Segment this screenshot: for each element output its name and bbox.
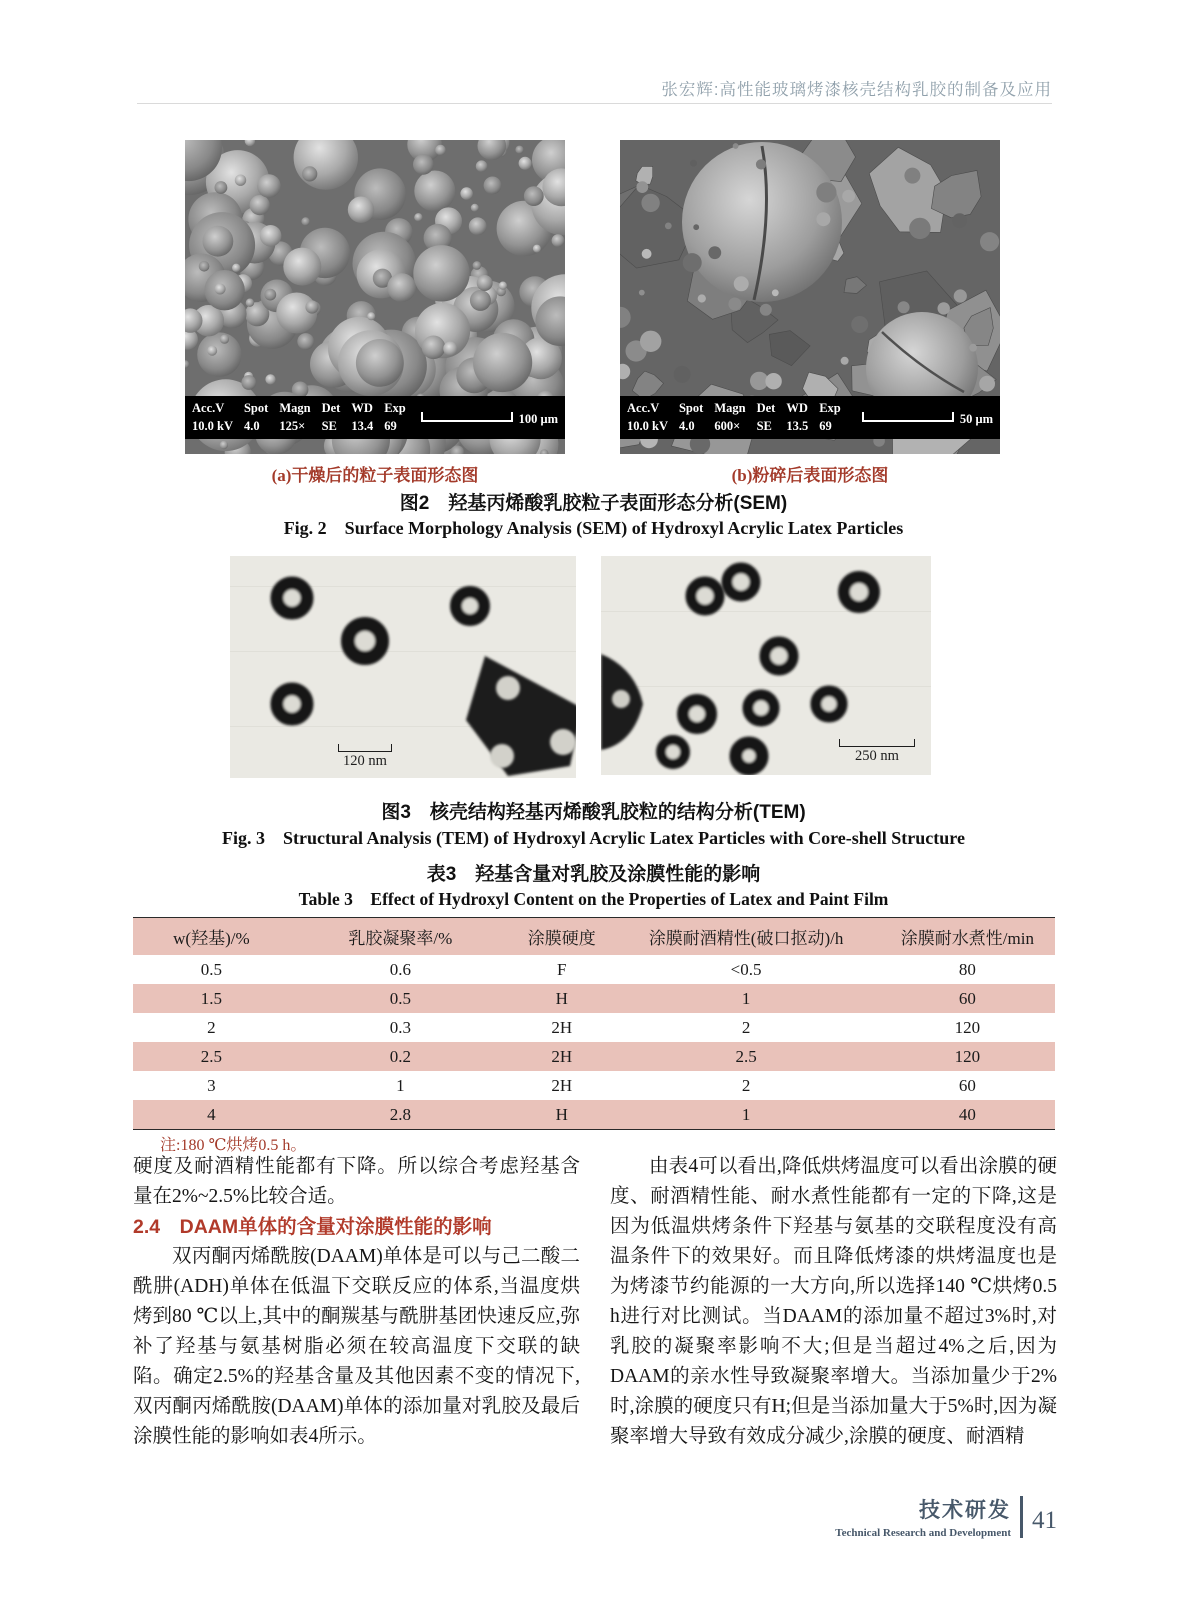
table-row	[133, 984, 1055, 1013]
table-cell: 1	[741, 988, 751, 1008]
table-cell: 0.5	[389, 988, 411, 1008]
page-footer	[835, 1494, 1057, 1539]
table-row	[133, 955, 1055, 984]
paragraph: 双丙酮丙烯酰胺(DAAM)单体是可以与己二酸二酰肼(ADH)单体在低温下交联反应的体系,当温度烘烤到80 ℃以上,其中的酮羰基与酰肼基团快速反应,弥补了羟基与氨基树脂必须在较高温度下交联的缺陷。确定2.5%的羟基含量及其他因素不变的情况下,双丙酮丙烯酰胺(DAAM)单体的添加量对乳胶及最后涂膜性能的影响如表4所示。	[133, 1246, 580, 1447]
figure3-title-cn: 图3 核壳结构羟基丙烯酸乳胶粒的结构分析(TEM)	[381, 802, 806, 823]
running-head: 张宏辉:高性能玻璃烤漆核壳结构乳胶的制备及应用	[661, 81, 1052, 99]
scalebar-bracket	[338, 744, 392, 752]
body-text-columns	[133, 1152, 1057, 1452]
figure3-title-en: Fig. 3 Structural Analysis (TEM) of Hydroxyl Acrylic Latex Particles with Core-shell Structure	[222, 828, 965, 848]
table-cell: 1	[741, 1104, 751, 1124]
footer-section-cn: 技术研发	[919, 1499, 1011, 1522]
tem-micrograph-art	[230, 556, 576, 778]
sem-meta-column: Det SE	[756, 401, 776, 433]
table-cell: 2	[741, 1017, 751, 1037]
table-row	[133, 1013, 1055, 1042]
table-cell: 2.8	[389, 1104, 411, 1124]
tem-scalebar	[338, 744, 392, 770]
table-cell: 2	[207, 1017, 216, 1037]
page-number: 41	[1032, 1507, 1057, 1534]
sem-scalebar	[421, 404, 558, 431]
sem-meta-column: Det SE	[321, 401, 341, 433]
table-cell: 80	[958, 959, 976, 979]
table-header-cell: 乳胶凝聚率/%	[290, 918, 511, 956]
sem-meta-column: Exp 69	[819, 401, 841, 433]
table-cell: 1.5	[200, 988, 222, 1008]
table-row	[133, 1071, 1055, 1100]
figure2-subcaption-b: (b)粉碎后表面形态图	[731, 466, 889, 485]
table-header-cell: 涂膜耐水煮性/min	[880, 918, 1055, 956]
scalebar-label: 120 nm	[343, 753, 387, 769]
sem-meta-column: Exp 69	[384, 401, 406, 433]
table-cell: 60	[958, 988, 976, 1008]
table-cell: 0.3	[389, 1017, 411, 1037]
sem-meta-column: Spot 4.0	[243, 401, 269, 433]
footer-divider	[1020, 1496, 1023, 1538]
figure2-title-en: Fig. 2 Surface Morphology Analysis (SEM) of Hydroxyl Acrylic Latex Particles	[283, 518, 904, 538]
body-column-left	[133, 1152, 580, 1452]
figure2-title-cn: 图2 羟基丙烯酸乳胶粒子表面形态分析(SEM)	[399, 493, 788, 514]
sem-scalebar	[862, 404, 993, 431]
footer-section	[835, 1494, 1011, 1539]
sem-metadata-bar	[185, 396, 565, 439]
table-header-cell: 涂膜耐酒精性(破口抠动)/h	[612, 918, 879, 956]
tem-image-left	[230, 556, 576, 778]
table-row	[133, 1042, 1055, 1071]
sem-meta-column: Acc.V 10.0 kV	[627, 401, 668, 433]
header-rule	[137, 103, 1052, 104]
table3-title-cn: 表3 羟基含量对乳胶及涂膜性能的影响	[426, 864, 761, 885]
table-cell: 1	[396, 1075, 405, 1095]
table-cell: 3	[207, 1075, 216, 1095]
table-cell: 0.6	[389, 959, 411, 979]
table-cell: H	[555, 988, 568, 1008]
table-cell: 2H	[551, 1017, 573, 1037]
sem-metadata-bar	[620, 396, 1000, 439]
scalebar-label: 250 nm	[855, 748, 899, 764]
scalebar-line	[421, 412, 513, 422]
table-cell: 2.5	[735, 1046, 757, 1066]
table-row	[133, 1100, 1055, 1130]
table-cell: 2H	[551, 1075, 573, 1095]
footer-section-en: Technical Research and Development	[835, 1527, 1011, 1539]
table3	[133, 917, 1055, 1130]
table-cell: <0.5	[730, 959, 762, 979]
scalebar-label: 100 μm	[518, 412, 558, 427]
paragraph: 硬度及耐酒精性能都有下降。所以综合考虑羟基含量在2%~2.5%比较合适。	[133, 1156, 580, 1207]
sem-image-dried-particles	[185, 140, 565, 454]
section-heading-2-4: 2.4 DAAM单体的含量对涂膜性能的影响	[133, 1216, 492, 1238]
paragraph: 由表4可以看出,降低烘烤温度可以看出涂膜的硬度、耐酒精性能、耐水煮性能都有一定的下降,这是因为低温烘烤条件下羟基与氨基的交联程度没有高温条件下的效果好。而且降低烤漆的烘烤温度也是为烤漆节约能源的一大方向,所以选择140 ℃烘烤0.5 h进行对比测试。当DAAM的添加量不超过3%时,对乳胶的凝聚率影响不大;但是当超过4%之后,因为DAAM的亲水性导致凝聚率增大。当添加量少于2%时,涂膜的硬度只有H;但是当添加量大于5%时,因为凝聚率增大导致有效成分减少,涂膜的硬度、耐酒精	[610, 1156, 1057, 1447]
table-cell: H	[555, 1104, 568, 1124]
table-cell: F	[556, 959, 567, 979]
table3-title-en: Table 3 Effect of Hydroxyl Content on the Properties of Latex and Paint Film	[298, 889, 889, 909]
figure2-subcaption-a: (a)干燥后的粒子表面形态图	[271, 466, 479, 485]
table-cell: 2	[741, 1075, 751, 1095]
table-cell: 2.5	[200, 1046, 222, 1066]
table-header-cell: 涂膜硬度	[511, 918, 612, 956]
table-header-cell: w(羟基)/%	[133, 918, 290, 956]
table3-note: 注:180 ℃烘烤0.5 h。	[160, 1137, 307, 1154]
table-cell: 0.2	[389, 1046, 411, 1066]
scalebar-label: 50 μm	[959, 412, 993, 427]
tem-image-right	[601, 556, 931, 775]
scalebar-line	[862, 412, 954, 422]
table-cell: 2H	[551, 1046, 573, 1066]
table-cell: 4	[207, 1104, 216, 1124]
table-cell: 40	[958, 1104, 976, 1124]
body-column-right	[610, 1152, 1057, 1452]
sem-meta-column: Magn 125×	[279, 401, 311, 433]
sem-meta-column: Magn 600×	[714, 401, 746, 433]
table-cell: 0.5	[200, 959, 222, 979]
sem-meta-column: WD 13.4	[351, 401, 374, 433]
sem-meta-column: Acc.V 10.0 kV	[192, 401, 233, 433]
sem-image-crushed-particles	[620, 140, 1000, 454]
table-header-row	[133, 918, 1055, 956]
table-cell: 120	[954, 1046, 981, 1066]
table-cell: 120	[954, 1017, 981, 1037]
table-cell: 60	[958, 1075, 976, 1095]
scalebar-bracket	[839, 739, 915, 747]
sem-meta-column: Spot 4.0	[678, 401, 704, 433]
sem-meta-column: WD 13.5	[786, 401, 809, 433]
tem-scalebar	[839, 739, 915, 765]
